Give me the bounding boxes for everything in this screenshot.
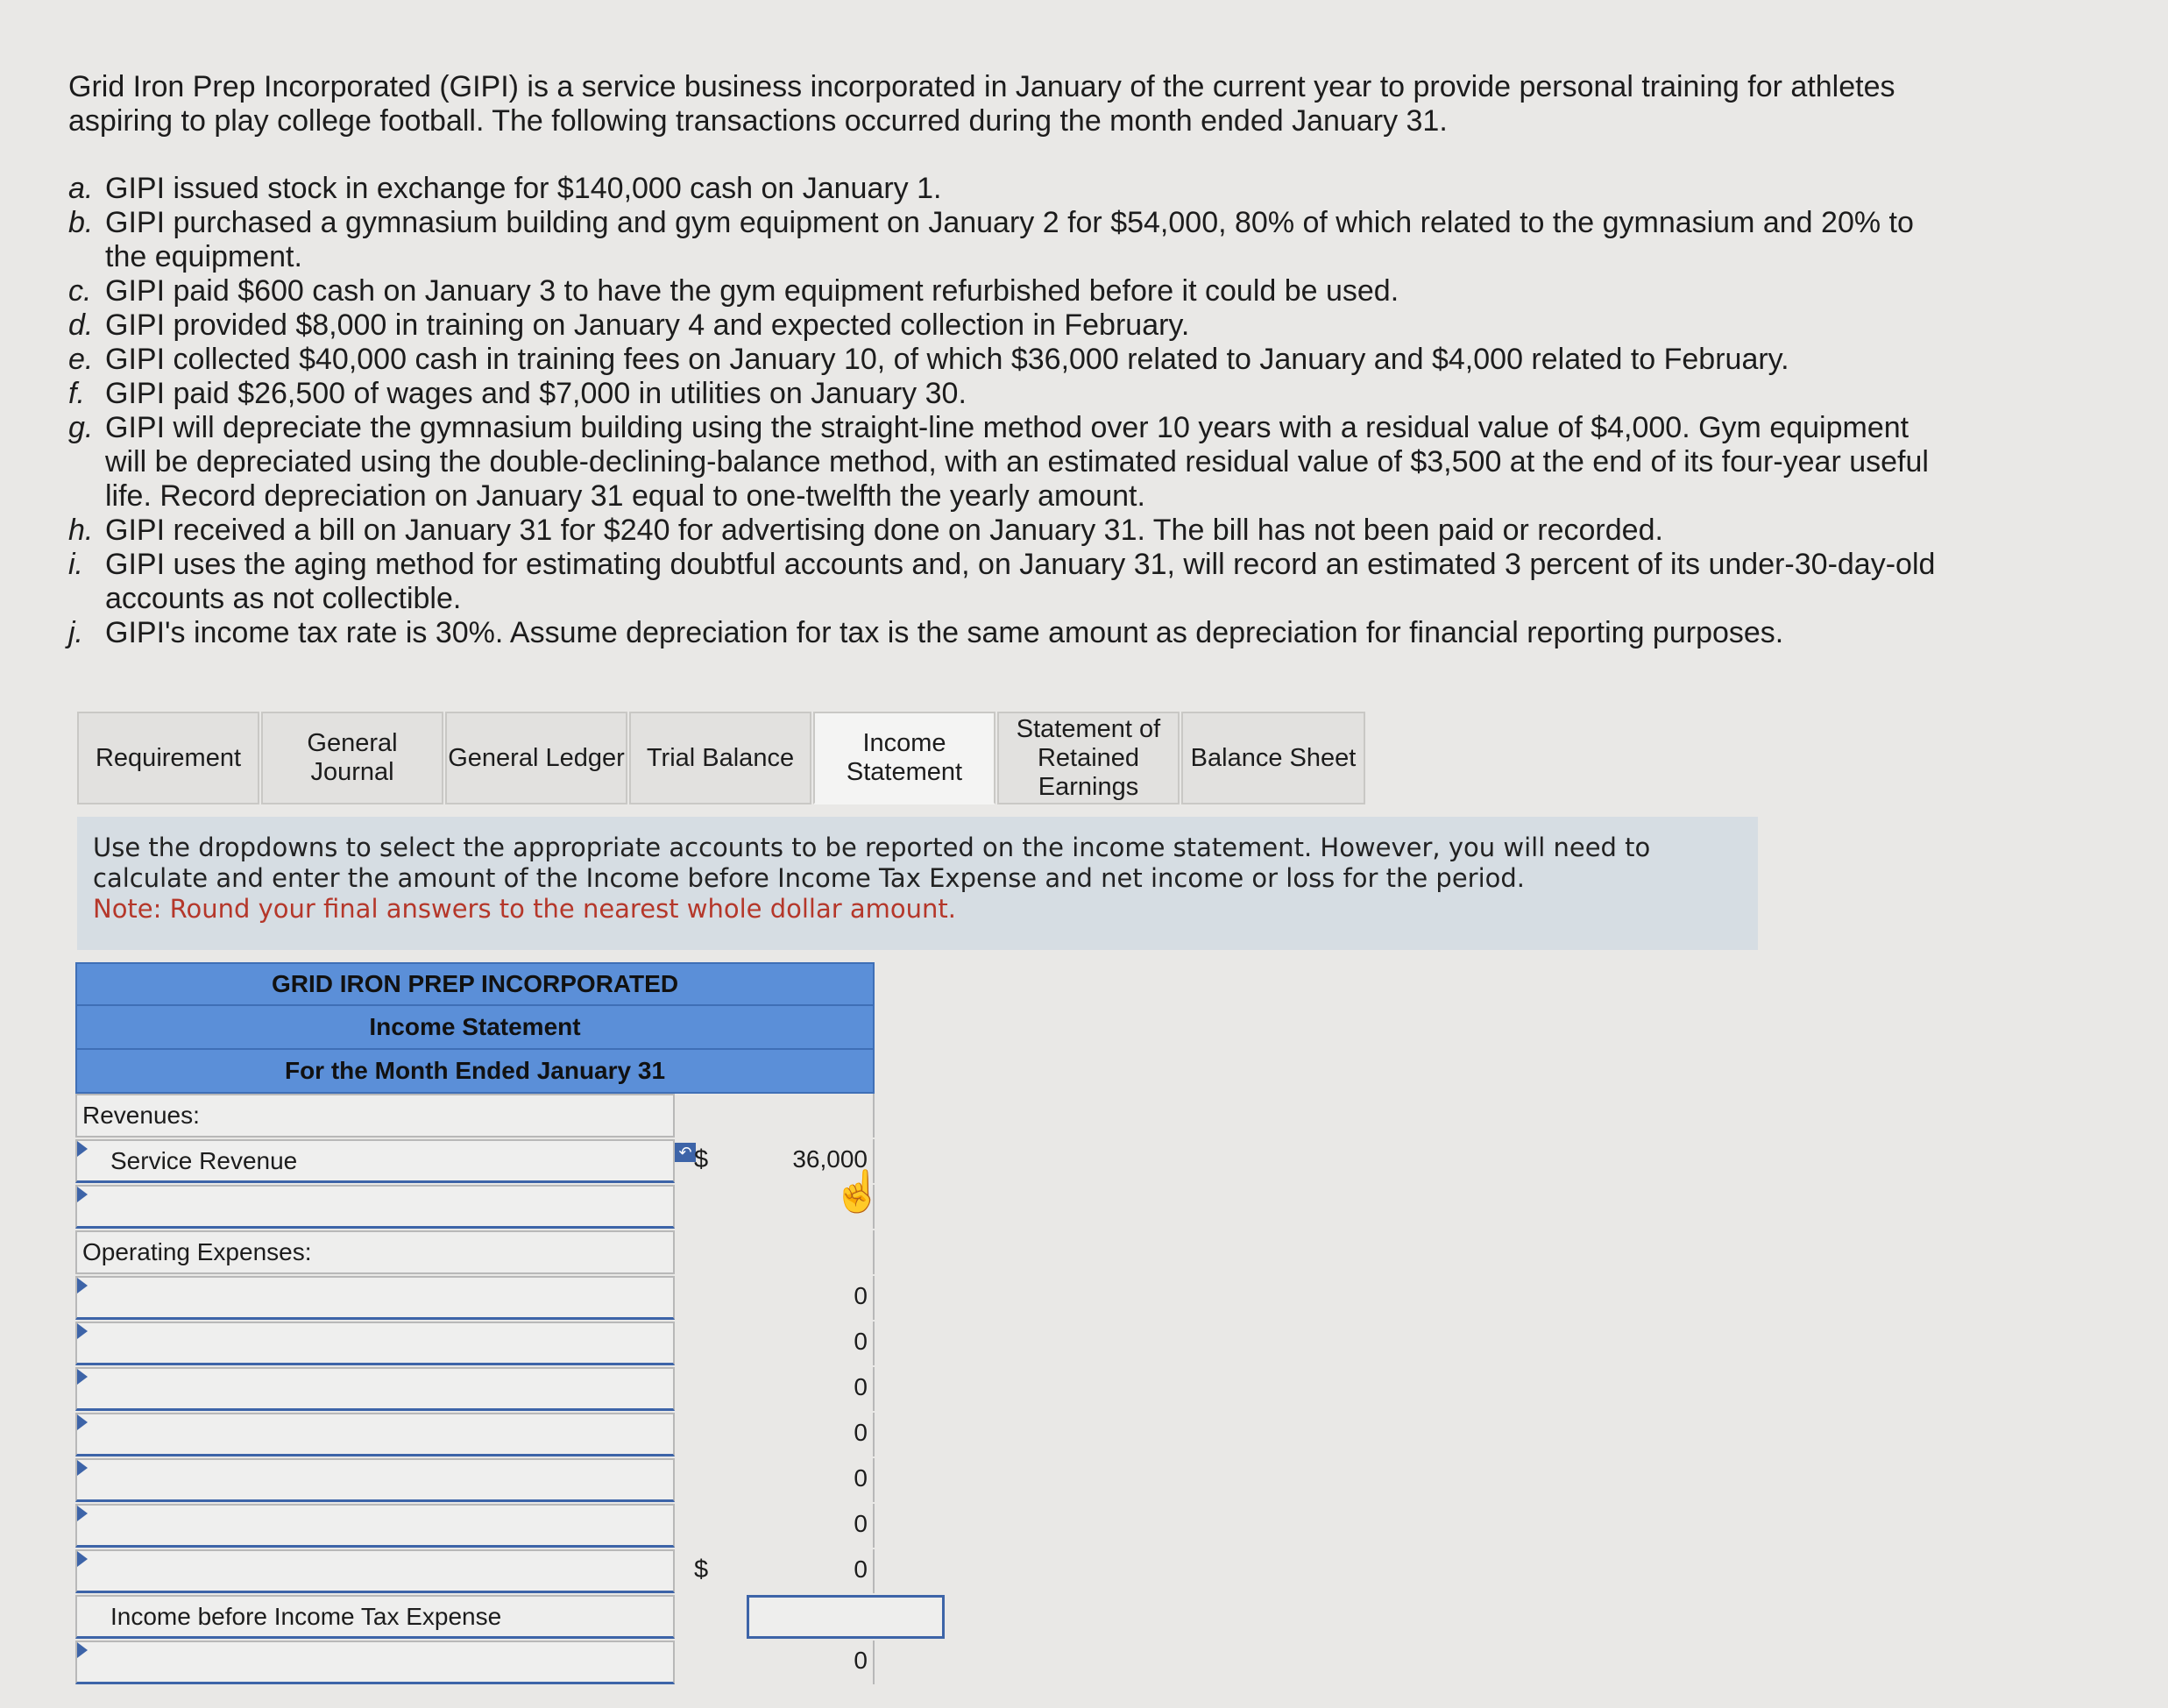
expense-amount-3[interactable]: 0	[680, 1367, 875, 1411]
transaction-d: d. GIPI provided $8,000 in training on January 4 and expected collection in February.	[68, 308, 1190, 342]
company-name: GRID IRON PREP INCORPORATED	[75, 962, 875, 1006]
expense-amount-1[interactable]: 0	[680, 1276, 875, 1320]
statement-period: For the Month Ended January 31	[75, 1050, 875, 1094]
instructions-text: Use the dropdowns to select the appropriate accounts to be reported on the income statement. However, you will need to calculate and enter the amount of the Income before Income Tax Expense and net income or loss for the period.	[93, 833, 1651, 893]
tab-trial-balance[interactable]: Trial Balance	[629, 712, 811, 804]
income-before-tax-input[interactable]	[747, 1595, 945, 1639]
tab-requirement[interactable]: Requirement	[77, 712, 259, 804]
revenue-blank-row	[75, 1185, 875, 1230]
tab-statement-of-retained-earnings[interactable]: Statement of Retained Earnings	[997, 712, 1180, 804]
service-revenue-row	[75, 1139, 875, 1185]
transaction-b: b. GIPI purchased a gymnasium building and gym equipment on January 2 for $54,000, 80% of which related to the gymnasium and 20% to the equipment.	[68, 206, 1914, 273]
expense-row	[75, 1413, 875, 1458]
transaction-f: f. GIPI paid $26,500 of wages and $7,000 in utilities on January 30.	[68, 377, 967, 410]
tab-balance-sheet[interactable]: Balance Sheet	[1181, 712, 1365, 804]
transaction-g: g. GIPI will depreciate the gymnasium building using the straight-line method over 10 years with a residual value of $4,000. Gym equipment will be depreciated using the double-declining-balance method, with an estimated residual value of $3,500 at the end of its four-year useful life. Record depreciation on January 31 equal to one-twelfth the yearly amount.	[68, 411, 1929, 513]
tab-income-statement[interactable]: Income Statement	[813, 712, 995, 804]
expense-account-dropdown-1[interactable]	[75, 1276, 675, 1320]
expense-row	[75, 1367, 875, 1413]
expense-account-dropdown-4[interactable]	[75, 1413, 675, 1456]
transaction-a: a. GIPI issued stock in exchange for $140,000 cash on January 1.	[68, 172, 942, 205]
statement-title: Income Statement	[75, 1006, 875, 1050]
next-line-amount[interactable]: 0	[680, 1641, 875, 1684]
hand-cursor-icon: ☝	[832, 1168, 883, 1214]
expense-row	[75, 1322, 875, 1367]
revenue-account-dropdown[interactable]	[75, 1185, 675, 1229]
transaction-i: i. GIPI uses the aging method for estimating doubtful accounts and, on January 31, will record an estimated 3 percent of its under-30-day-old accounts as not collectible.	[68, 548, 1936, 615]
transaction-e: e. GIPI collected $40,000 cash in training fees on January 10, of which $36,000 related to January and $4,000 related to February.	[68, 343, 1789, 376]
instructions-note: Note: Round your final answers to the nearest whole dollar amount.	[93, 894, 957, 924]
tab-general-journal[interactable]: General Journal	[261, 712, 443, 804]
expense-amount-5[interactable]: 0	[680, 1458, 875, 1502]
transaction-h: h. GIPI received a bill on January 31 for $240 for advertising done on January 31. The bill has not been paid or recorded.	[68, 514, 1663, 547]
expense-row	[75, 1504, 875, 1549]
instructions-panel	[77, 817, 1758, 950]
expense-account-dropdown-2[interactable]	[75, 1322, 675, 1365]
service-revenue-dropdown[interactable]: Service Revenue	[75, 1139, 675, 1183]
dollar-sign: $	[694, 1145, 709, 1173]
expense-amount-4[interactable]: 0	[680, 1413, 875, 1456]
revenues-header-amount	[680, 1094, 875, 1137]
expense-amount-2[interactable]: 0	[680, 1322, 875, 1365]
next-line-row	[75, 1641, 875, 1686]
transaction-list	[68, 172, 1952, 650]
revenues-header-row	[75, 1094, 875, 1139]
operating-expenses-header-amount	[680, 1230, 875, 1274]
income-before-tax-label: Income before Income Tax Expense	[75, 1595, 675, 1639]
undo-arrow-icon[interactable]: ↶	[675, 1143, 696, 1162]
income-statement-form	[75, 962, 875, 1686]
expense-row	[75, 1458, 875, 1504]
income-before-tax-row	[75, 1595, 875, 1641]
expense-amount-6[interactable]: 0	[680, 1504, 875, 1548]
dollar-sign: $	[694, 1556, 709, 1584]
expense-account-dropdown-3[interactable]	[75, 1367, 675, 1411]
problem-intro: Grid Iron Prep Incorporated (GIPI) is a service business incorporated in January of the current year to provide personal training for athletes aspiring to play college football. The following transactions occurred during the month ended January 31.	[68, 70, 1895, 138]
tab-bar	[77, 712, 1367, 808]
revenues-label: Revenues:	[75, 1094, 675, 1137]
transaction-j: j. GIPI's income tax rate is 30%. Assume depreciation for tax is the same amount as depreciation for financial reporting purposes.	[68, 616, 1784, 649]
expense-total-row	[75, 1549, 875, 1595]
operating-expenses-header-row	[75, 1230, 875, 1276]
service-revenue-amount[interactable]: 36,000	[680, 1139, 875, 1183]
expense-account-dropdown-5[interactable]	[75, 1458, 675, 1502]
expense-row	[75, 1276, 875, 1322]
next-account-dropdown[interactable]	[75, 1641, 675, 1684]
operating-expenses-label: Operating Expenses:	[75, 1230, 675, 1274]
transaction-c: c. GIPI paid $600 cash on January 3 to have the gym equipment refurbished before it could be used.	[68, 274, 1399, 308]
total-expenses-amount[interactable]: 0	[680, 1549, 875, 1593]
expense-account-dropdown-6[interactable]	[75, 1504, 675, 1548]
expense-account-dropdown-7[interactable]	[75, 1549, 675, 1593]
tab-general-ledger[interactable]: General Ledger	[445, 712, 627, 804]
